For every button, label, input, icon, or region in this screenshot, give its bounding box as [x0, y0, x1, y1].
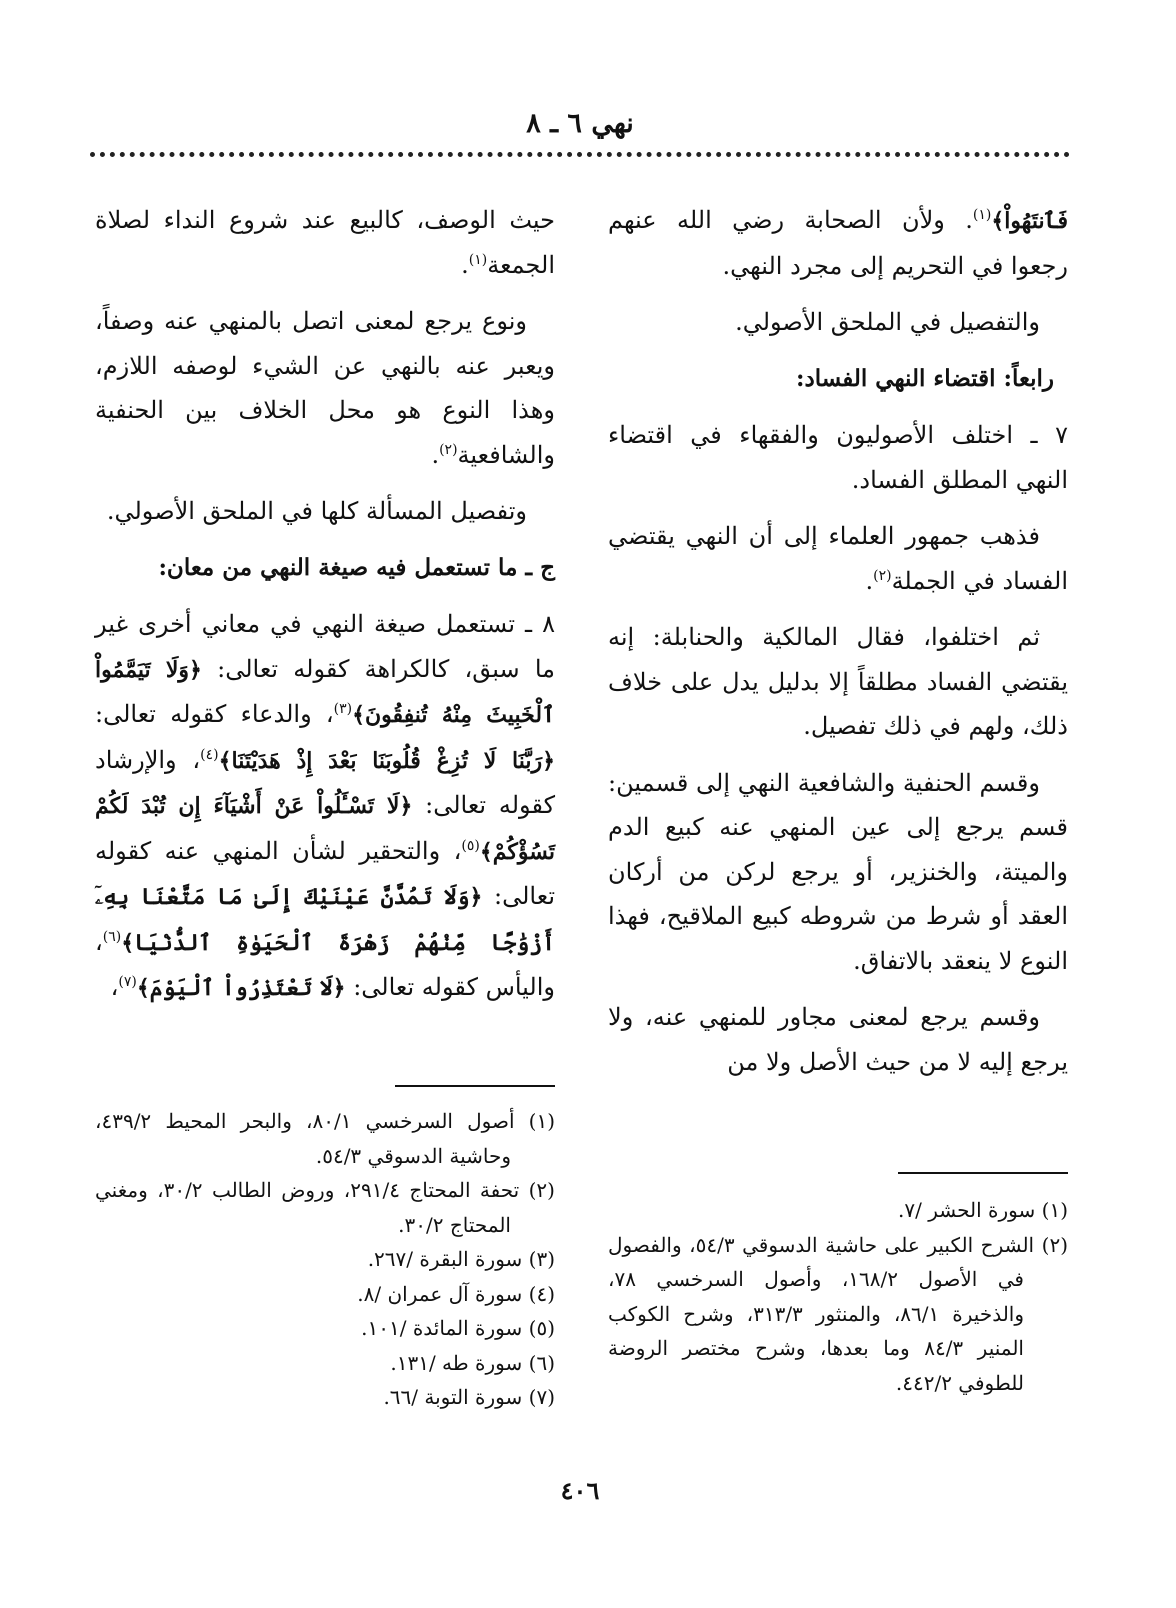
- footnote: (٢) الشرح الكبير على حاشية الدسوقي ٥٤/٣، والفصول في الأصول ١٦٨/٢، وأصول السرخسي ٧٨، والذخيرة ٨٦/١، والمنثور ٣١٣/٣، وشرح الكوكب المنير ٨٤/٣ وما بعدها، وشرح مختصر الروضة للطوفي ٤٤٢/٢.: [608, 1232, 1068, 1395]
- paragraph: [608, 198, 1068, 288]
- paragraph: ٧ ـ اختلف الأصوليون والفقهاء في اقتضاء النهي المطلق الفساد.: [608, 421, 1068, 494]
- footnote-ref: (١): [972, 207, 992, 223]
- quran-verse: ﴿رَبَّنَا لَا تُزِغْ قُلُوبَنَا بَعْدَ إِذْ هَدَيْتَنَا﴾: [218, 747, 555, 774]
- left-column: [95, 198, 555, 1023]
- footnote: (١) سورة الحشر /٧.: [898, 1198, 1068, 1222]
- paragraph-text: .: [431, 440, 440, 469]
- paragraph: [95, 602, 555, 1011]
- paragraph-text: ،: [110, 973, 119, 1001]
- paragraph: وقسم الحنفية والشافعية النهي إلى قسمين: قسم يرجع إلى عين المنهي عنه كبيع الدم والميتة، والخنزير، أو يرجع لركن من أركان العقد أو شرط من شروطه كبيع الملاقيح، فهذا النوع لا ينعقد بالاتفاق.: [608, 768, 1068, 975]
- footnote-separator: [395, 1085, 555, 1087]
- section-heading: ج ـ ما تستعمل فيه صيغة النهي من معان:: [158, 553, 555, 581]
- footnote-separator: [898, 1172, 1068, 1174]
- footnote: (٧) سورة التوبة /٦٦.: [383, 1385, 555, 1409]
- footnote-ref: (٥): [461, 837, 480, 854]
- quran-verse: ﴿لَا تَسْـَٔلُواْ عَنْ أَشْيَآءَ إِن تُبْدَ لَكُمْ تَسُؤْكُمْ﴾: [95, 793, 555, 865]
- footnote-ref: (٣): [333, 701, 353, 717]
- footnote: (١) أصول السرخسي ٨٠/١، والبحر المحيط ٤٣٩/٢، وحاشية الدسوقي ٥٤/٣.: [95, 1109, 555, 1168]
- paragraph-text: فذهب جمهور العلماء إلى أن النهي يقتضي الفساد في الجملة: [608, 522, 1068, 595]
- footnote-ref: (٢): [439, 441, 458, 458]
- footnote-ref: (٤): [200, 746, 219, 763]
- paragraph: وقسم يرجع لمعنى مجاور للمنهي عنه، ولا يرجع إليه لا من حيث الأصل ولا من: [608, 1003, 1068, 1076]
- paragraph: وتفصيل المسألة كلها في الملحق الأصولي.: [106, 497, 527, 525]
- footnote-ref: (٢): [873, 567, 892, 584]
- paragraph-text: .: [461, 250, 469, 279]
- page-number: ٤٠٦: [560, 1476, 600, 1505]
- paragraph: والتفصيل في الملحق الأصولي.: [735, 308, 1040, 336]
- header-dotted-rule: [90, 152, 1070, 157]
- footnote-ref: (٦): [102, 928, 122, 945]
- section-heading: رابعاً: اقتضاء النهي الفساد:: [795, 364, 1054, 392]
- footnote: (٦) سورة طه /١٣١.: [390, 1350, 555, 1375]
- paragraph-text: . ولأن الصحابة رضي الله عنهم رجعوا في التحريم إلى مجرد النهي.: [608, 206, 1068, 280]
- paragraph-text: حيث الوصف، كالبيع عند شروع النداء لصلاة الجمعة: [95, 206, 555, 279]
- paragraph-text: ، والدعاء كقوله تعالى:: [95, 700, 334, 728]
- footnote-ref: (١): [468, 251, 488, 268]
- footnotes-right: [608, 1193, 1068, 1400]
- footnote: (٢) تحفة المحتاج ٢٩١/٤، وروض الطالب ٣٠/٢، ومغني المحتاج ٣٠/٢.: [95, 1178, 555, 1237]
- right-column: [608, 198, 1068, 1096]
- paragraph-text: ونوع يرجع لمعنى اتصل بالمنهي عنه وصفاً، ويعبر عنه بالنهي عن الشيء لوصفه اللازم، وهذا النوع هو محل الخلاف بين الحنفية والشافعية: [95, 307, 555, 469]
- quran-verse: ﴿وَلَا تَمُدَّنَّ عَيْنَيْكَ إِلَىٰ مَا مَتَّعْنَا بِهِۦٓ أَزْوَٰجًا مِّنْهُمْ زَهْرَةَ ٱلْحَيَوٰةِ ٱلدُّنْيَا﴾: [95, 884, 555, 956]
- paragraph-text: ، واليأس كقوله تعالى:: [95, 927, 555, 1001]
- quran-verse: ﴿وَلَا تَيَمَّمُواْ ٱلْخَبِيثَ مِنْهُ تُنفِقُونَ﴾: [95, 656, 555, 728]
- paragraph-text: ، والإرشاد كقوله تعالى:: [95, 745, 556, 819]
- footnote-ref: (٧): [118, 974, 137, 990]
- paragraph-text: ، والتحقير لشأن المنهي عنه كقوله تعالى:: [95, 836, 555, 910]
- footnotes-left: [95, 1104, 555, 1415]
- footnote: (٣) سورة البقرة /٢٦٧.: [367, 1247, 555, 1271]
- footnote: (٤) سورة آل عمران /٨.: [357, 1281, 555, 1306]
- running-header: نهي ٦ ـ ٨: [526, 108, 634, 139]
- footnote: (٥) سورة المائدة /١٠١.: [361, 1316, 555, 1340]
- paragraph: [95, 299, 555, 477]
- paragraph: [95, 198, 555, 287]
- paragraph: [608, 514, 1068, 603]
- quran-verse: فَٱنتَهُواْ﴾: [991, 208, 1068, 234]
- paragraph-text: .: [865, 566, 874, 595]
- paragraph-text: ٨ ـ تستعمل صيغة النهي في معاني أخرى غير ما سبق، كالكراهة كقوله تعالى:: [95, 610, 555, 683]
- paragraph: ثم اختلفوا، فقال المالكية والحنابلة: إنه يقتضي الفساد مطلقاً إلا بدليل يدل على خلاف ذلك، ولهم في ذلك تفصيل.: [608, 623, 1068, 740]
- quran-verse: ﴿لَا تَعْتَذِرُواْ ٱلْيَوْمَ﴾: [136, 975, 346, 1001]
